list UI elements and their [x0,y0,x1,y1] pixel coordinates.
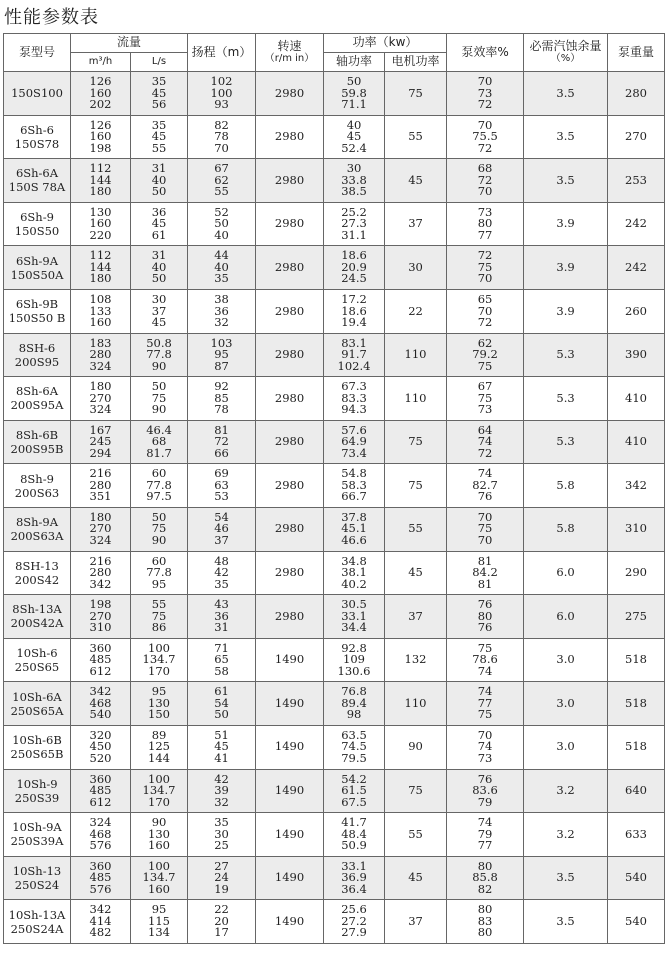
cell-speed: 2980 [256,246,324,290]
cell-model: 10Sh-9 250S39 [4,769,71,813]
cell-flow-m3h: 342 414 482 [71,900,131,944]
cell-head: 35 30 25 [188,813,256,857]
cell-efficiency: 62 79.2 75 [447,333,524,377]
cell-efficiency: 64 74 72 [447,420,524,464]
table-row [4,420,665,464]
cell-speed: 2980 [256,507,324,551]
cell-speed: 2980 [256,72,324,116]
cell-efficiency: 74 77 75 [447,682,524,726]
cell-model: 10Sh-13A 250S24A [4,900,71,944]
header-flow: 流量 [71,34,188,53]
cell-head: 71 65 58 [188,638,256,682]
table-row [4,333,665,377]
cell-motor-power: 30 [385,246,447,290]
cell-speed: 1490 [256,725,324,769]
cell-model: 8Sh-9 200S63 [4,464,71,508]
table-header [4,34,665,72]
cell-speed: 2980 [256,159,324,203]
cell-efficiency: 76 80 76 [447,595,524,639]
cell-flow-m3h: 112 144 180 [71,246,131,290]
cell-weight: 640 [608,769,665,813]
cell-efficiency: 67 75 73 [447,377,524,421]
cell-npsh: 3.5 [524,115,608,159]
cell-weight: 518 [608,638,665,682]
cell-efficiency: 80 83 80 [447,900,524,944]
cell-speed: 1490 [256,769,324,813]
header-npsh-label: 必需汽蚀余量 [529,39,602,53]
cell-flow-m3h: 216 280 351 [71,464,131,508]
cell-flow-m3h: 183 280 324 [71,333,131,377]
cell-head: 61 54 50 [188,682,256,726]
cell-npsh: 6.0 [524,551,608,595]
cell-flow-ls: 31 40 50 [131,159,188,203]
table-row [4,638,665,682]
cell-efficiency: 70 75 70 [447,507,524,551]
cell-model: 8Sh-6A 200S95A [4,377,71,421]
cell-shaft-power: 54.2 61.5 67.5 [324,769,385,813]
cell-npsh: 5.3 [524,333,608,377]
cell-npsh: 6.0 [524,595,608,639]
cell-npsh: 3.9 [524,202,608,246]
cell-weight: 275 [608,595,665,639]
cell-npsh: 3.9 [524,246,608,290]
cell-model: 10Sh-9A 250S39A [4,813,71,857]
cell-weight: 280 [608,72,665,116]
cell-weight: 540 [608,900,665,944]
cell-speed: 2980 [256,551,324,595]
cell-npsh: 3.0 [524,682,608,726]
cell-motor-power: 75 [385,769,447,813]
cell-efficiency: 65 70 72 [447,289,524,333]
cell-speed: 1490 [256,856,324,900]
table-row [4,202,665,246]
cell-flow-m3h: 167 245 294 [71,420,131,464]
cell-flow-ls: 60 77.8 95 [131,551,188,595]
header-speed-unit: （r/m in） [264,52,315,64]
page-title: 性能参数表 [4,7,99,28]
cell-model: 6Sh-9B 150S50 B [4,289,71,333]
cell-speed: 2980 [256,420,324,464]
cell-npsh: 3.2 [524,813,608,857]
header-shaft-power: 轴功率 [324,53,385,72]
cell-flow-m3h: 126 160 198 [71,115,131,159]
cell-shaft-power: 83.1 91.7 102.4 [324,333,385,377]
cell-weight: 290 [608,551,665,595]
cell-head: 27 24 19 [188,856,256,900]
table-row [4,115,665,159]
header-power: 功率（kw） [324,34,447,53]
cell-speed: 2980 [256,289,324,333]
cell-flow-m3h: 108 133 160 [71,289,131,333]
cell-head: 48 42 35 [188,551,256,595]
cell-speed: 1490 [256,638,324,682]
table-row [4,72,665,116]
cell-npsh: 3.0 [524,725,608,769]
cell-efficiency: 74 82.7 76 [447,464,524,508]
cell-model: 6Sh-9A 150S50A [4,246,71,290]
cell-motor-power: 45 [385,159,447,203]
cell-model: 6Sh-9 150S50 [4,202,71,246]
cell-flow-ls: 36 45 61 [131,202,188,246]
table-row [4,289,665,333]
cell-efficiency: 80 85.8 82 [447,856,524,900]
cell-efficiency: 75 78.6 74 [447,638,524,682]
cell-head: 81 72 66 [188,420,256,464]
cell-shaft-power: 33.1 36.9 36.4 [324,856,385,900]
cell-head: 43 36 31 [188,595,256,639]
header-head: 扬程（m） [188,34,256,72]
cell-efficiency: 74 79 77 [447,813,524,857]
table-row [4,159,665,203]
cell-motor-power: 45 [385,551,447,595]
cell-model: 8Sh-6B 200S95B [4,420,71,464]
cell-speed: 2980 [256,377,324,421]
cell-npsh: 3.5 [524,856,608,900]
cell-weight: 242 [608,202,665,246]
header-speed [256,34,324,72]
cell-shaft-power: 25.6 27.2 27.9 [324,900,385,944]
cell-flow-m3h: 216 280 342 [71,551,131,595]
cell-speed: 2980 [256,333,324,377]
table-row [4,551,665,595]
pump-performance-table [3,33,665,944]
header-flow-ls: L/s [131,53,188,72]
cell-motor-power: 110 [385,377,447,421]
header-motor-power: 电机功率 [385,53,447,72]
cell-flow-ls: 89 125 144 [131,725,188,769]
cell-speed: 2980 [256,202,324,246]
table-row [4,813,665,857]
cell-shaft-power: 30.5 33.1 34.4 [324,595,385,639]
cell-head: 102 100 93 [188,72,256,116]
header-npsh [524,34,608,72]
cell-speed: 1490 [256,682,324,726]
cell-weight: 633 [608,813,665,857]
cell-speed: 1490 [256,900,324,944]
cell-head: 69 63 53 [188,464,256,508]
cell-efficiency: 70 74 73 [447,725,524,769]
header-speed-label: 转速 [277,39,302,53]
cell-head: 42 39 32 [188,769,256,813]
cell-flow-m3h: 360 485 612 [71,638,131,682]
table-row [4,725,665,769]
table-body [4,72,665,944]
cell-npsh: 3.0 [524,638,608,682]
cell-flow-m3h: 360 485 576 [71,856,131,900]
cell-weight: 518 [608,725,665,769]
cell-weight: 253 [608,159,665,203]
cell-head: 92 85 78 [188,377,256,421]
cell-head: 22 20 17 [188,900,256,944]
cell-flow-ls: 35 45 55 [131,115,188,159]
cell-flow-ls: 60 77.8 97.5 [131,464,188,508]
cell-speed: 2980 [256,115,324,159]
cell-npsh: 3.5 [524,159,608,203]
header-model: 泵型号 [4,34,71,72]
cell-weight: 390 [608,333,665,377]
cell-speed: 2980 [256,595,324,639]
cell-npsh: 3.5 [524,72,608,116]
cell-speed: 1490 [256,813,324,857]
cell-motor-power: 55 [385,507,447,551]
cell-efficiency: 73 80 77 [447,202,524,246]
cell-model: 10Sh-6A 250S65A [4,682,71,726]
cell-weight: 410 [608,377,665,421]
table-row [4,682,665,726]
cell-motor-power: 75 [385,72,447,116]
cell-npsh: 3.2 [524,769,608,813]
cell-shaft-power: 18.6 20.9 24.5 [324,246,385,290]
cell-motor-power: 75 [385,464,447,508]
cell-shaft-power: 50 59.8 71.1 [324,72,385,116]
header-flow-m3h: m³/h [71,53,131,72]
cell-model: 150S100 [4,72,71,116]
cell-shaft-power: 17.2 18.6 19.4 [324,289,385,333]
cell-motor-power: 22 [385,289,447,333]
cell-weight: 410 [608,420,665,464]
cell-head: 103 95 87 [188,333,256,377]
cell-flow-m3h: 112 144 180 [71,159,131,203]
cell-flow-ls: 50 75 90 [131,507,188,551]
cell-motor-power: 37 [385,900,447,944]
cell-model: 10Sh-6 250S65 [4,638,71,682]
cell-model: 6Sh-6 150S78 [4,115,71,159]
table-row [4,464,665,508]
cell-flow-ls: 50 75 90 [131,377,188,421]
cell-shaft-power: 67.3 83.3 94.3 [324,377,385,421]
cell-head: 52 50 40 [188,202,256,246]
header-npsh-unit: （%） [550,52,581,64]
cell-shaft-power: 25.2 27.3 31.1 [324,202,385,246]
header-weight: 泵重量 [608,34,665,72]
cell-flow-ls: 35 45 56 [131,72,188,116]
cell-flow-ls: 31 40 50 [131,246,188,290]
cell-shaft-power: 41.7 48.4 50.9 [324,813,385,857]
cell-model: 8SH-6 200S95 [4,333,71,377]
cell-head: 67 62 55 [188,159,256,203]
cell-shaft-power: 34.8 38.1 40.2 [324,551,385,595]
cell-flow-m3h: 130 160 220 [71,202,131,246]
cell-weight: 242 [608,246,665,290]
cell-npsh: 5.8 [524,507,608,551]
cell-efficiency: 76 83.6 79 [447,769,524,813]
table-row [4,246,665,290]
cell-flow-ls: 55 75 86 [131,595,188,639]
table-row [4,769,665,813]
cell-npsh: 5.3 [524,377,608,421]
cell-flow-m3h: 360 485 612 [71,769,131,813]
cell-head: 54 46 37 [188,507,256,551]
cell-model: 8Sh-13A 200S42A [4,595,71,639]
table-row [4,595,665,639]
cell-flow-ls: 95 130 150 [131,682,188,726]
cell-motor-power: 37 [385,202,447,246]
cell-flow-ls: 100 134.7 170 [131,769,188,813]
cell-motor-power: 45 [385,856,447,900]
cell-shaft-power: 40 45 52.4 [324,115,385,159]
table-row [4,377,665,421]
cell-head: 38 36 32 [188,289,256,333]
cell-shaft-power: 57.6 64.9 73.4 [324,420,385,464]
cell-flow-ls: 100 134.7 160 [131,856,188,900]
cell-shaft-power: 54.8 58.3 66.7 [324,464,385,508]
cell-weight: 342 [608,464,665,508]
cell-efficiency: 70 75.5 72 [447,115,524,159]
cell-motor-power: 55 [385,813,447,857]
cell-model: 6Sh-6A 150S 78A [4,159,71,203]
cell-flow-m3h: 126 160 202 [71,72,131,116]
cell-model: 10Sh-13 250S24 [4,856,71,900]
cell-motor-power: 37 [385,595,447,639]
cell-flow-m3h: 320 450 520 [71,725,131,769]
cell-head: 82 78 70 [188,115,256,159]
cell-weight: 310 [608,507,665,551]
cell-weight: 270 [608,115,665,159]
cell-npsh: 3.5 [524,900,608,944]
cell-flow-ls: 46.4 68 81.7 [131,420,188,464]
cell-flow-ls: 100 134.7 170 [131,638,188,682]
cell-motor-power: 55 [385,115,447,159]
cell-model: 8Sh-9A 200S63A [4,507,71,551]
cell-weight: 260 [608,289,665,333]
cell-motor-power: 110 [385,333,447,377]
cell-motor-power: 132 [385,638,447,682]
cell-efficiency: 70 73 72 [447,72,524,116]
cell-motor-power: 90 [385,725,447,769]
cell-efficiency: 72 75 70 [447,246,524,290]
cell-shaft-power: 76.8 89.4 98 [324,682,385,726]
cell-flow-m3h: 342 468 540 [71,682,131,726]
cell-flow-m3h: 180 270 324 [71,377,131,421]
cell-npsh: 3.9 [524,289,608,333]
cell-efficiency: 68 72 70 [447,159,524,203]
cell-head: 51 45 41 [188,725,256,769]
table-row [4,856,665,900]
cell-flow-m3h: 324 468 576 [71,813,131,857]
cell-shaft-power: 37.8 45.1 46.6 [324,507,385,551]
table-row [4,507,665,551]
cell-model: 10Sh-6B 250S65B [4,725,71,769]
cell-shaft-power: 92.8 109 130.6 [324,638,385,682]
cell-flow-ls: 90 130 160 [131,813,188,857]
cell-shaft-power: 63.5 74.5 79.5 [324,725,385,769]
cell-efficiency: 81 84.2 81 [447,551,524,595]
cell-head: 44 40 35 [188,246,256,290]
header-efficiency: 泵效率% [447,34,524,72]
cell-motor-power: 75 [385,420,447,464]
cell-flow-ls: 30 37 45 [131,289,188,333]
cell-npsh: 5.3 [524,420,608,464]
cell-flow-ls: 50.8 77.8 90 [131,333,188,377]
cell-speed: 2980 [256,464,324,508]
cell-flow-m3h: 198 270 310 [71,595,131,639]
cell-shaft-power: 30 33.8 38.5 [324,159,385,203]
cell-weight: 540 [608,856,665,900]
cell-weight: 518 [608,682,665,726]
cell-npsh: 5.8 [524,464,608,508]
cell-flow-ls: 95 115 134 [131,900,188,944]
cell-model: 8SH-13 200S42 [4,551,71,595]
table-row [4,900,665,944]
cell-flow-m3h: 180 270 324 [71,507,131,551]
cell-motor-power: 110 [385,682,447,726]
